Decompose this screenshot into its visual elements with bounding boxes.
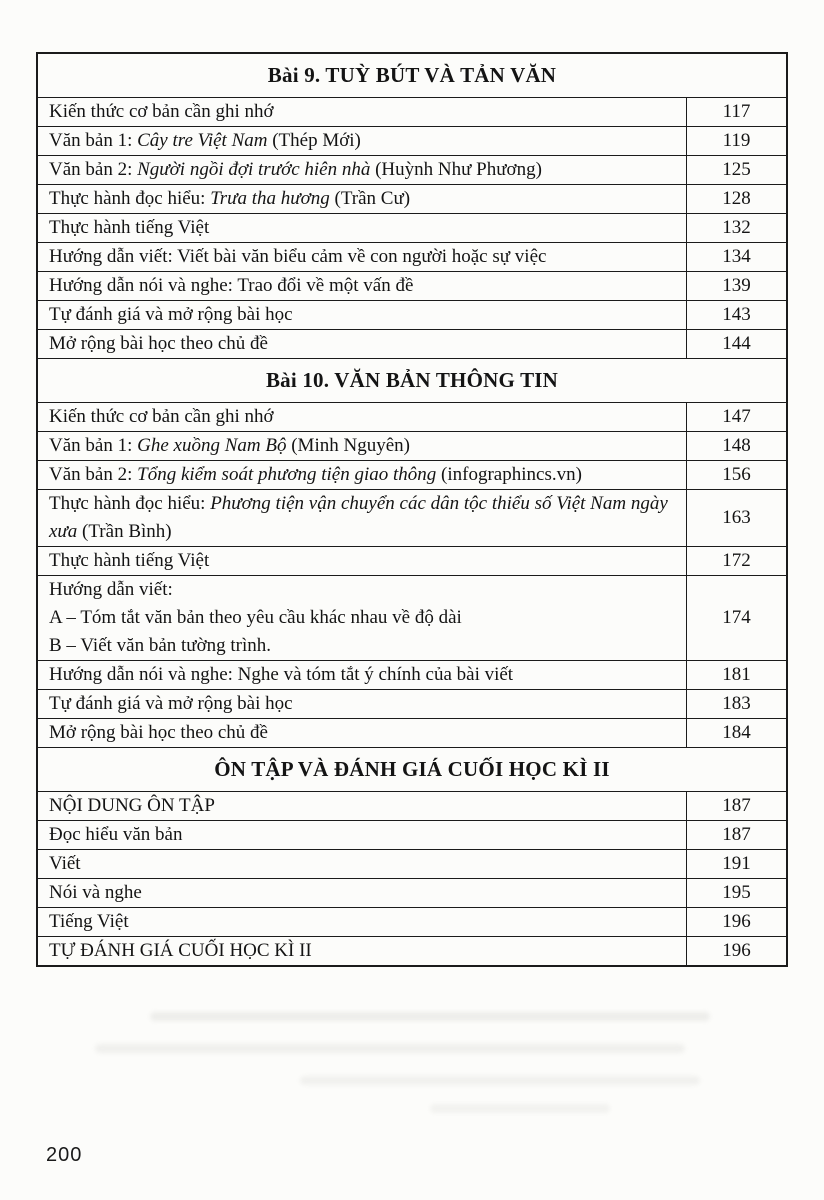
- toc-entry-page: 172: [686, 547, 786, 575]
- entry-text: A – Tóm tắt văn bản theo yêu cầu khác nhau về độ dài: [49, 607, 462, 628]
- toc-entry-page: 134: [686, 243, 786, 271]
- toc-entry-title: [38, 432, 686, 460]
- toc-row: [38, 907, 786, 936]
- entry-text: Mở rộng bài học theo chủ đề: [49, 333, 268, 354]
- entry-text: Thực hành tiếng Việt: [49, 550, 210, 571]
- toc-row: [38, 718, 786, 747]
- toc-entry-title: [38, 879, 686, 907]
- entry-text: (Huỳnh Như Phương): [370, 159, 542, 180]
- toc-row: [38, 878, 786, 907]
- work-title-italic: Cây tre Việt Nam: [137, 130, 268, 151]
- toc-entry-page: 119: [686, 127, 786, 155]
- toc-row: [38, 329, 786, 358]
- toc-row: [38, 489, 786, 546]
- work-title-italic: Trưa tha hương: [210, 188, 330, 209]
- entry-text: Thực hành đọc hiểu:: [49, 493, 211, 514]
- toc-row: [38, 791, 786, 820]
- toc-row: [38, 660, 786, 689]
- toc-entry-title: [38, 821, 686, 849]
- toc-entry-page: 195: [686, 879, 786, 907]
- entry-text: Nói và nghe: [49, 882, 142, 903]
- toc-entry-page: 148: [686, 432, 786, 460]
- toc-entry-title: [38, 661, 686, 689]
- toc-entry-title: [38, 461, 686, 489]
- toc-row: [38, 431, 786, 460]
- toc-row: [38, 155, 786, 184]
- toc-row: [38, 689, 786, 718]
- work-title-italic: Tổng kiểm soát phương tiện giao thông: [137, 464, 437, 485]
- bleedthrough-artifact: [150, 1012, 710, 1021]
- work-title-italic: Người ngồi đợi trước hiên nhà: [137, 159, 371, 180]
- toc-entry-page: 144: [686, 330, 786, 358]
- entry-text: Hướng dẫn nói và nghe: Trao đổi về một vấn đề: [49, 275, 414, 296]
- entry-text: Thực hành đọc hiểu:: [49, 188, 211, 209]
- section-title: Bài 10. VĂN BẢN THÔNG TIN: [265, 368, 559, 392]
- entry-text: Tự đánh giá và mở rộng bài học: [49, 304, 293, 325]
- toc-entry-title: [38, 850, 686, 878]
- toc-row: [38, 126, 786, 155]
- toc-entry-page: 196: [686, 908, 786, 936]
- toc-entry-page: 184: [686, 719, 786, 747]
- toc-row: [38, 184, 786, 213]
- toc-entry-title: [38, 908, 686, 936]
- toc-row: [38, 936, 786, 965]
- entry-text: Kiến thức cơ bản cần ghi nhớ: [49, 101, 274, 122]
- toc-entry-page: 143: [686, 301, 786, 329]
- toc-entry-title: [38, 330, 686, 358]
- toc-row: [38, 575, 786, 660]
- toc-row: [38, 271, 786, 300]
- entry-text: (Trần Bình): [77, 521, 172, 542]
- toc-entry-page: 196: [686, 937, 786, 965]
- entry-text: NỘI DUNG ÔN TẬP: [49, 795, 215, 816]
- toc-row: [38, 546, 786, 575]
- toc-entry-title: [38, 792, 686, 820]
- bleedthrough-artifact: [430, 1104, 610, 1113]
- toc-entry-title: [38, 301, 686, 329]
- toc-entry-title: [38, 490, 686, 546]
- entry-text: Văn bản 1:: [49, 435, 138, 456]
- entry-text: Viết: [49, 853, 81, 874]
- entry-text: Tiếng Việt: [49, 911, 129, 932]
- entry-text: TỰ ĐÁNH GIÁ CUỐI HỌC KÌ II: [49, 940, 312, 961]
- toc-row: [38, 300, 786, 329]
- toc-entry-title: [38, 156, 686, 184]
- toc-row: [38, 97, 786, 126]
- entry-text: (Thép Mới): [267, 130, 361, 151]
- entry-text: Thực hành tiếng Việt: [49, 217, 210, 238]
- toc-entry-title: [38, 185, 686, 213]
- entry-text: (infographincs.vn): [436, 464, 582, 485]
- entry-text: Văn bản 2:: [49, 159, 138, 180]
- section-header-row: [38, 54, 786, 97]
- toc-entry-title: [38, 98, 686, 126]
- toc-entry-title: [38, 690, 686, 718]
- page-number: 200: [46, 1144, 83, 1166]
- section-title: Bài 9. TUỲ BÚT VÀ TẢN VĂN: [267, 63, 557, 87]
- entry-text: Hướng dẫn nói và nghe: Nghe và tóm tắt ý chính của bài viết: [49, 664, 514, 685]
- toc-row: [38, 460, 786, 489]
- toc-row: [38, 242, 786, 271]
- toc-entry-page: 191: [686, 850, 786, 878]
- entry-text: B – Viết văn bản tường trình.: [49, 635, 272, 656]
- entry-text: Tự đánh giá và mở rộng bài học: [49, 693, 293, 714]
- toc-entry-page: 132: [686, 214, 786, 242]
- work-title-italic: Ghe xuồng Nam Bộ: [137, 435, 287, 456]
- entry-text: Hướng dẫn viết:: [49, 579, 173, 600]
- toc-entry-page: 147: [686, 403, 786, 431]
- toc-entry-title: [38, 719, 686, 747]
- toc-entry-page: 163: [686, 490, 786, 546]
- toc-entry-page: 117: [686, 98, 786, 126]
- work-title-italic: Phương tiện vận chuyển các dân tộc thiểu số Việt Nam ngày xưa: [49, 493, 668, 542]
- entry-text: Văn bản 1:: [49, 130, 138, 151]
- toc-entry-page: 139: [686, 272, 786, 300]
- entry-text: Kiến thức cơ bản cần ghi nhớ: [49, 406, 274, 427]
- section-header-row: [38, 747, 786, 791]
- entry-text: Đọc hiểu văn bản: [49, 824, 183, 845]
- toc-entry-title: [38, 243, 686, 271]
- entry-text: Mở rộng bài học theo chủ đề: [49, 722, 268, 743]
- bleedthrough-artifact: [300, 1076, 700, 1085]
- toc-entry-page: 125: [686, 156, 786, 184]
- toc-entry-page: 128: [686, 185, 786, 213]
- table-of-contents: [36, 52, 788, 967]
- toc-row: [38, 213, 786, 242]
- section-title: ÔN TẬP VÀ ĐÁNH GIÁ CUỐI HỌC KÌ II: [214, 757, 610, 781]
- toc-entry-page: 174: [686, 576, 786, 660]
- entry-text: (Trần Cư): [329, 188, 411, 209]
- toc-entry-page: 183: [686, 690, 786, 718]
- toc-entry-page: 181: [686, 661, 786, 689]
- entry-text: (Minh Nguyên): [286, 435, 410, 456]
- toc-entry-page: 187: [686, 792, 786, 820]
- toc-row: [38, 402, 786, 431]
- toc-entry-title: [38, 127, 686, 155]
- toc-entry-title: [38, 937, 686, 965]
- bleedthrough-artifact: [95, 1044, 685, 1053]
- toc-entry-title: [38, 272, 686, 300]
- toc-entry-page: 187: [686, 821, 786, 849]
- toc-entry-title: [38, 576, 686, 660]
- section-header-row: [38, 358, 786, 402]
- entry-text: Hướng dẫn viết: Viết bài văn biểu cảm về con người hoặc sự việc: [49, 246, 547, 267]
- toc-entry-title: [38, 547, 686, 575]
- toc-row: [38, 849, 786, 878]
- toc-entry-page: 156: [686, 461, 786, 489]
- entry-text: Văn bản 2:: [49, 464, 138, 485]
- toc-entry-title: [38, 403, 686, 431]
- toc-row: [38, 820, 786, 849]
- toc-entry-title: [38, 214, 686, 242]
